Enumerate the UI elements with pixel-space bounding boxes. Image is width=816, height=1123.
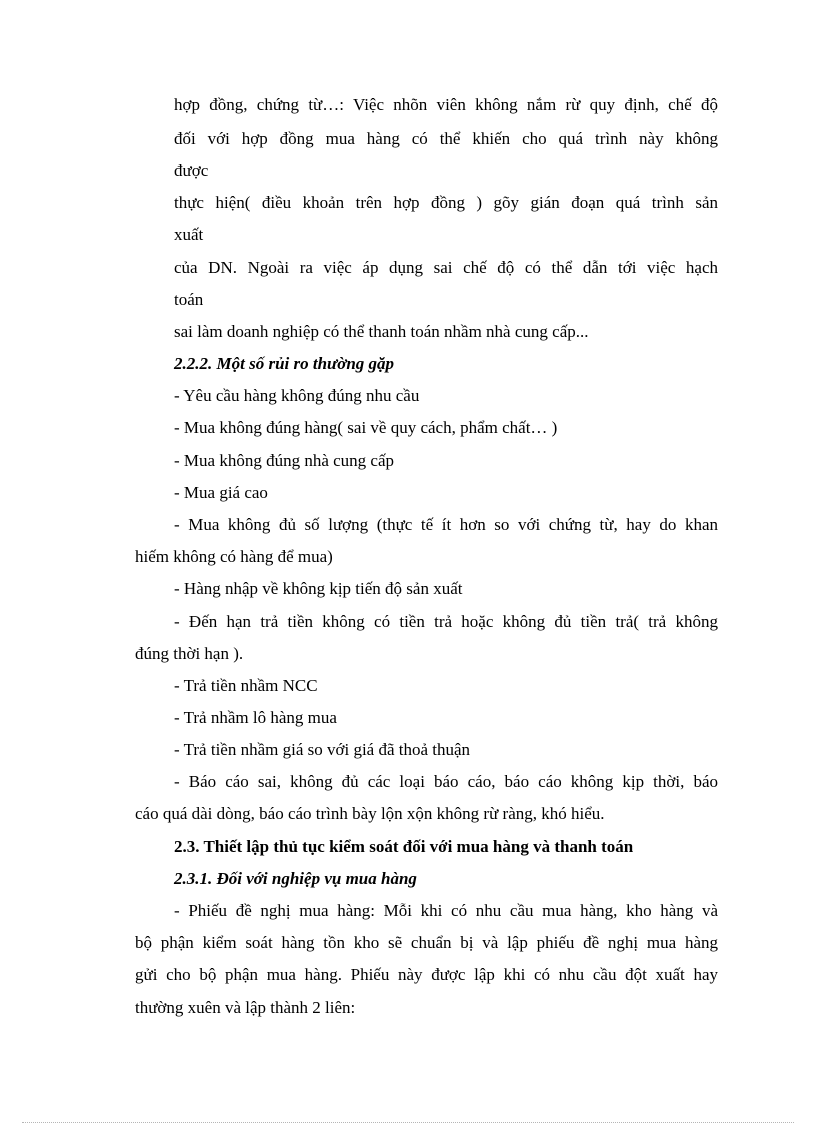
section-heading-2-3: 2.3. Thiết lập thủ tục kiểm soát đối với mua hàng và thanh toán [174, 837, 634, 856]
list-item: - Báo cáo sai, không đủ các loại báo cáo, báo cáo không kịp thời, báo [174, 772, 718, 791]
list-item: - Mua không đúng hàng( sai về quy cách, phẩm chất… ) [174, 418, 558, 437]
paragraph-line: được [174, 161, 209, 180]
list-item: - Mua không đủ số lượng (thực tế ít hơn so với chứng từ, hay do khan [174, 515, 718, 534]
list-item-continuation: cáo quá dài dòng, báo cáo trình bày lộn xộn không rừ ràng, khó hiểu. [135, 804, 605, 823]
paragraph-line: - Phiếu đề nghị mua hàng: Mỗi khi có nhu cầu mua hàng, kho hàng và [174, 901, 718, 920]
paragraph-line: xuất [174, 225, 204, 244]
paragraph-line: thường xuên và lập thành 2 liên: [135, 998, 356, 1017]
paragraph-line: đối với hợp đồng mua hàng có thể khiến cho quá trình này không [174, 129, 718, 148]
list-item: - Yêu cầu hàng không đúng nhu cầu [174, 386, 420, 405]
list-item-continuation: đúng thời hạn ). [135, 644, 244, 663]
paragraph-line: thực hiện( điều khoản trên hợp đồng ) gõy gián đoạn quá trình sản [174, 193, 718, 212]
list-item-continuation: hiếm không có hàng để mua) [135, 547, 333, 566]
list-item: - Đến hạn trả tiền không có tiền trả hoặc không đủ tiền trả( trả không [174, 612, 718, 631]
paragraph-line: toán [174, 290, 204, 309]
paragraph-line: gửi cho bộ phận mua hàng. Phiếu này được lập khi có nhu cầu đột xuất hay [135, 965, 718, 984]
section-heading-2-3-1: 2.3.1. Đối với nghiệp vụ mua hàng [174, 869, 417, 888]
list-item: - Mua giá cao [174, 483, 268, 502]
list-item: - Trả tiền nhầm giá so với giá đã thoả thuận [174, 740, 471, 759]
paragraph-line: hợp đồng, chứng từ…: Việc nhõn viên không nắm rừ quy định, chế độ [174, 95, 718, 114]
paragraph-line: bộ phận kiểm soát hàng tồn kho sẽ chuẩn bị và lập phiếu đề nghị mua hàng [135, 933, 718, 952]
paragraph-line: sai làm doanh nghiệp có thể thanh toán nhầm nhà cung cấp... [174, 322, 589, 341]
list-item: - Trả tiền nhầm NCC [174, 676, 318, 695]
list-item: - Hàng nhập về không kịp tiến độ sản xuất [174, 579, 463, 598]
list-item: - Trả nhầm lô hàng mua [174, 708, 337, 727]
paragraph-line: của DN. Ngoài ra việc áp dụng sai chế độ có thể dẫn tới việc hạch [174, 258, 718, 277]
list-item: - Mua không đúng nhà cung cấp [174, 451, 395, 470]
section-heading-2-2-2: 2.2.2. Một số rủi ro thường gặp [174, 354, 395, 373]
